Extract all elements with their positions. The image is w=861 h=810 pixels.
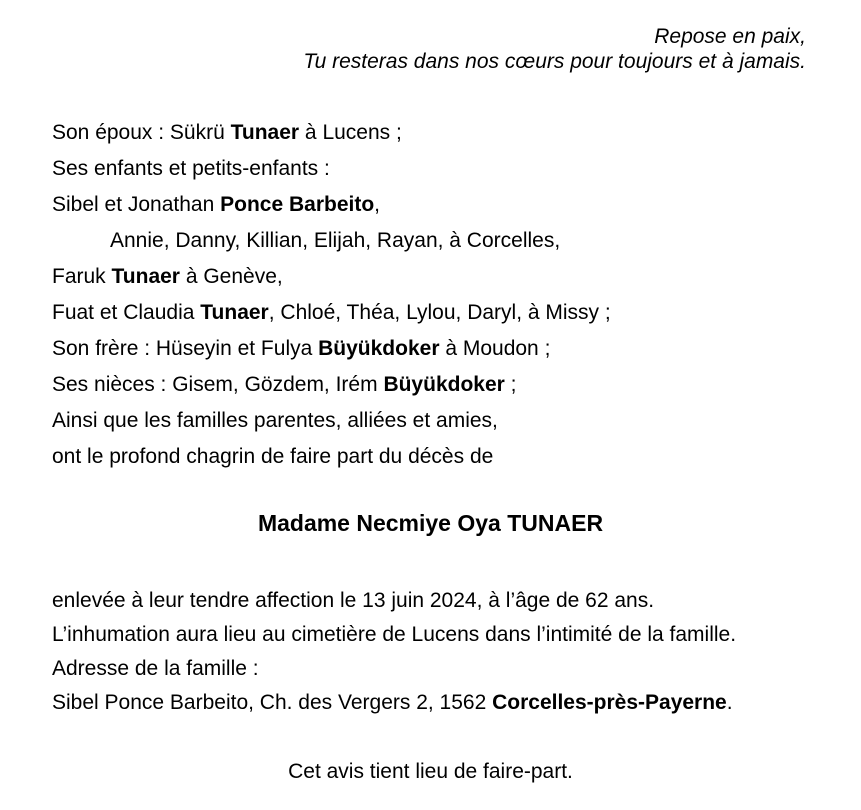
details-line <box>52 584 832 618</box>
text-segment: ont le profond chagrin de faire part du décès de <box>52 445 494 468</box>
text-segment: Annie, Danny, Killian, Elijah, Rayan, à Corcelles, <box>110 229 561 252</box>
family-line <box>52 223 822 259</box>
text-segment: . <box>726 691 733 714</box>
emphasized-name: Büyükdoker <box>318 337 440 360</box>
text-segment: enlevée à leur tendre affection le 13 juin 2024, à l’âge de 62 ans. <box>52 589 655 612</box>
text-segment: Ses enfants et petits-enfants : <box>52 157 330 180</box>
text-segment: ; <box>504 373 517 396</box>
family-line <box>52 403 822 439</box>
details-line <box>52 618 832 652</box>
text-segment: Adresse de la famille : <box>52 657 259 680</box>
emphasized-name: Tunaer <box>200 301 269 324</box>
epitaph <box>303 24 806 74</box>
family-line <box>52 331 822 367</box>
text-segment: Fuat et Claudia <box>52 301 201 324</box>
text-segment: Ses nièces : Gisem, Gözdem, Irém <box>52 373 384 396</box>
emphasized-name: Büyükdoker <box>383 373 505 396</box>
epitaph-line-1: Repose en paix, <box>654 25 806 48</box>
text-segment: Sibel et Jonathan <box>52 193 221 216</box>
text-segment: à Lucens ; <box>299 121 402 144</box>
details-line <box>52 686 832 720</box>
epitaph-line-2: Tu resteras dans nos cœurs pour toujours et à jamais. <box>303 50 806 73</box>
family-line <box>52 295 822 331</box>
family-line <box>52 439 822 475</box>
emphasized-name: Tunaer <box>230 121 300 144</box>
text-segment: à Moudon ; <box>439 337 551 360</box>
family-line <box>52 367 822 403</box>
deceased-name: Madame Necmiye Oya TUNAER <box>257 510 604 536</box>
text-segment: Ainsi que les familles parentes, alliées et amies, <box>52 409 498 432</box>
text-segment: Sibel Ponce Barbeito, Ch. des Vergers 2, 1562 <box>52 691 493 714</box>
family-line <box>52 259 822 295</box>
text-segment: à Genève, <box>179 265 283 288</box>
family-line <box>52 115 822 151</box>
text-segment: Son frère : Hüseyin et Fulya <box>52 337 319 360</box>
family-list <box>52 115 822 475</box>
text-segment: , <box>374 193 381 216</box>
text-segment: L’inhumation aura lieu au cimetière de Lucens dans l’intimité de la famille. <box>52 623 737 646</box>
text-segment: Son époux : Sükrü <box>52 121 231 144</box>
details-line <box>52 652 832 686</box>
family-line <box>52 151 822 187</box>
text-segment: Faruk <box>52 265 112 288</box>
emphasized-name: Tunaer <box>111 265 180 288</box>
emphasized-name: Corcelles-près-Payerne <box>492 691 727 714</box>
funeral-details <box>52 584 832 720</box>
footer-notice: Cet avis tient lieu de faire-part. <box>288 760 573 783</box>
emphasized-name: Ponce Barbeito <box>220 193 375 216</box>
text-segment: , Chloé, Théa, Lylou, Daryl, à Missy ; <box>268 301 611 324</box>
family-line <box>52 187 822 223</box>
